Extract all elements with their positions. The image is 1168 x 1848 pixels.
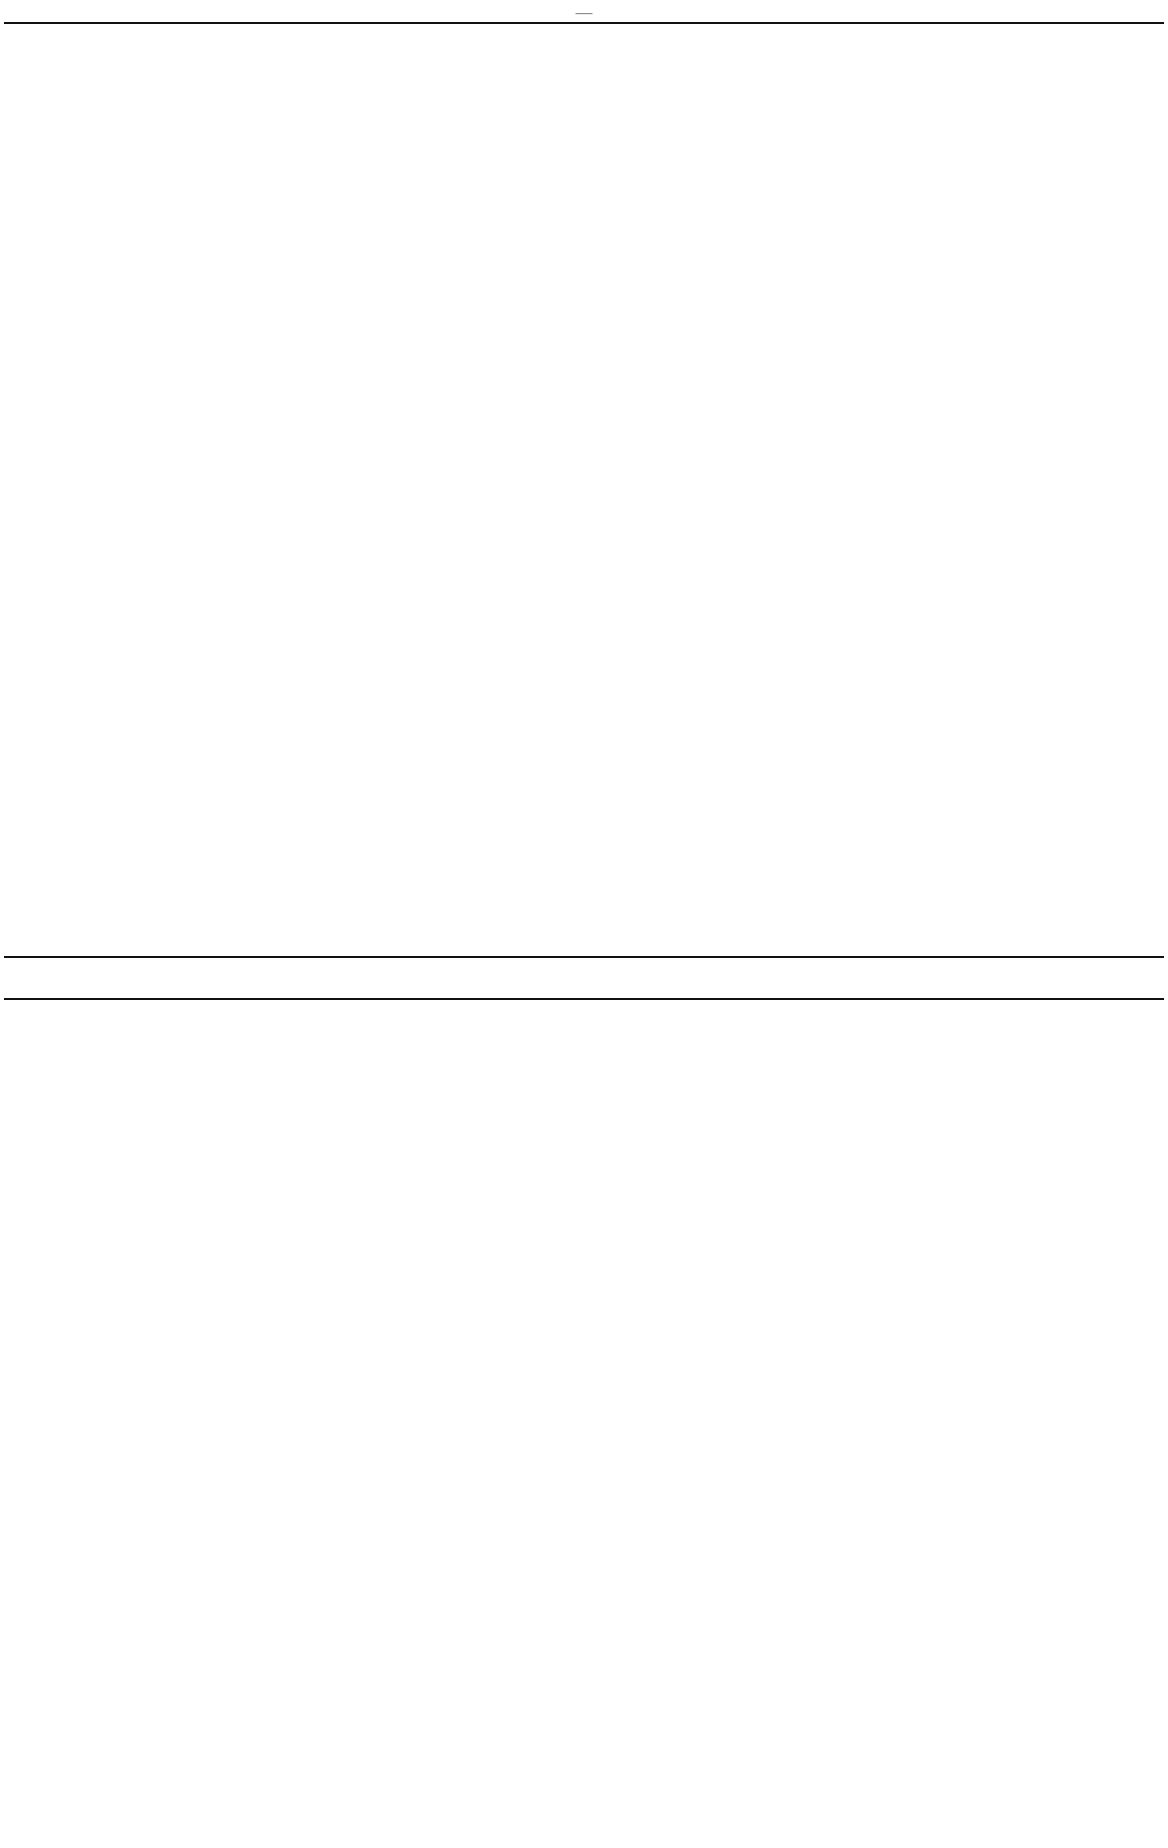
directory-title (4, 956, 1164, 1000)
page-header (4, 4, 1164, 24)
newspaper-page (4, 4, 1164, 1844)
service-directory (4, 1000, 1164, 1844)
publisher-line: —— (575, 7, 593, 18)
classified-section (4, 26, 1164, 954)
